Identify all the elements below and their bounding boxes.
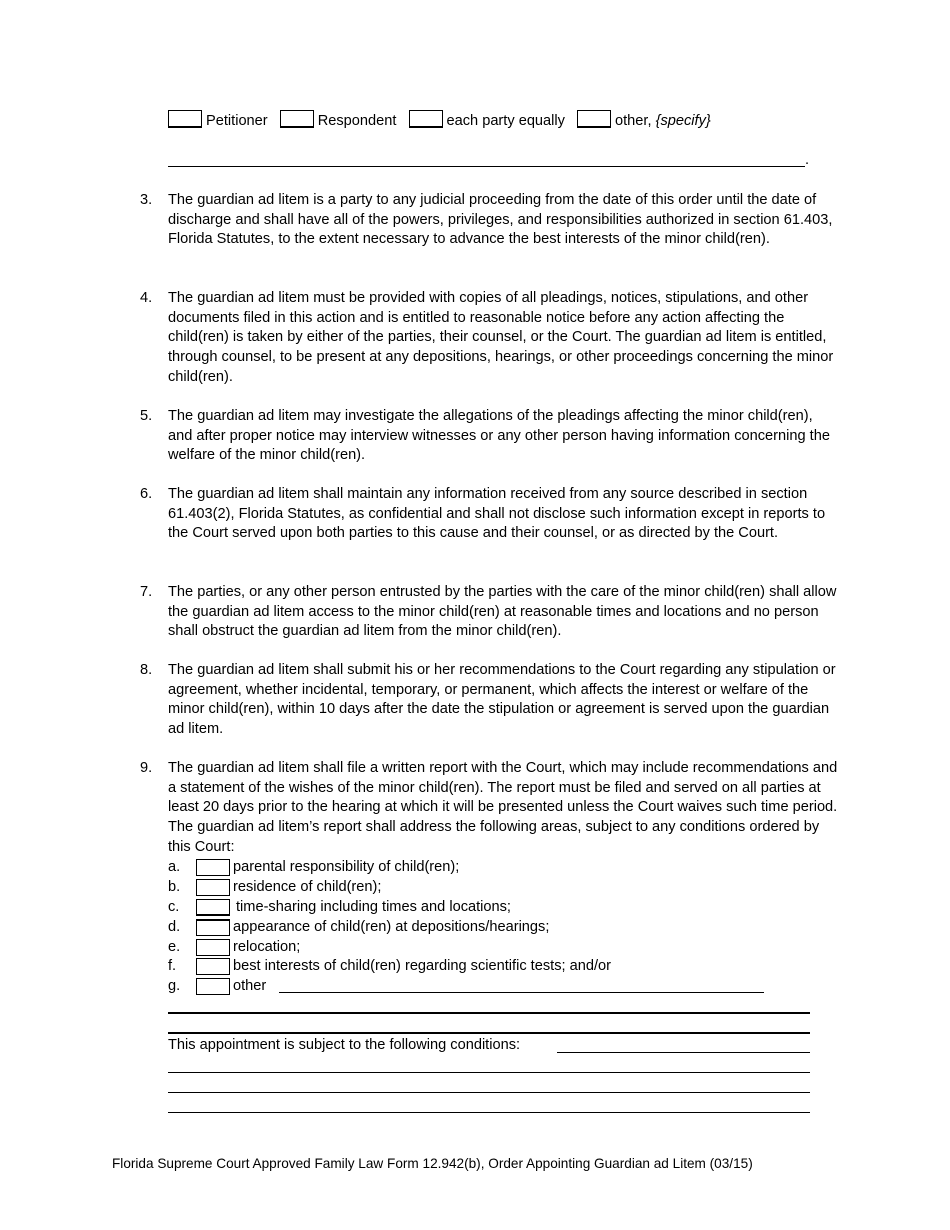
item-number: 3. <box>140 192 153 208</box>
sub-item-letter: b. <box>168 879 181 895</box>
item-number: 9. <box>140 760 153 776</box>
specify-input-line[interactable] <box>168 166 805 167</box>
other-input-line[interactable] <box>279 992 764 993</box>
other-continuation-line[interactable] <box>168 1032 810 1034</box>
sub-item-text: residence of child(ren); <box>233 879 382 895</box>
sub-item-checkbox[interactable] <box>196 879 230 896</box>
sub-item-letter: c. <box>168 899 180 915</box>
sub-item-checkbox[interactable] <box>196 939 230 956</box>
sub-item-letter: f. <box>168 958 177 974</box>
sub-item-checkbox[interactable] <box>196 899 230 916</box>
item-text: The guardian ad litem is a party to any judicial proceeding from the date of this order until the date of discharge and shall have all of the powers, privileges, and responsibilities authorized in section 61.403, Florida Statutes, to the extent necessary to advance the best interests of the minor child(ren). <box>168 192 833 248</box>
petitioner-label: Petitioner <box>206 113 268 129</box>
specify-period: . <box>805 152 810 168</box>
conditions-input-line[interactable] <box>557 1052 810 1053</box>
item-text: The guardian ad litem shall submit his or her recommendations to the Court regarding any stipulation or agreement, whether incidental, temporary, or permanent, which affects the interest or welfare of the minor child(ren), within 10 days after the date the stipulation or agreement is served upon the guardian ad litem. <box>168 662 836 738</box>
sub-item-text: appearance of child(ren) at depositions/hearings; <box>233 919 550 935</box>
item-number: 6. <box>140 486 153 502</box>
payment-options-row <box>168 110 711 129</box>
sub-item-checkbox[interactable] <box>196 978 230 995</box>
petitioner-checkbox[interactable] <box>168 110 202 128</box>
sub-item-checkbox[interactable] <box>196 919 230 936</box>
sub-item-text: best interests of child(ren) regarding scientific tests; and/or <box>233 958 611 974</box>
item-text: The guardian ad litem shall maintain any information received from any source described in section 61.403(2), Florida Statutes, as confidential and shall not disclose such information except in reports to the Court served upon both parties to this cause and their counsel, or as directed by the Court. <box>168 486 826 542</box>
other-continuation-line[interactable] <box>168 1012 810 1014</box>
specify-hint: {specify} <box>655 113 711 129</box>
conditions-line[interactable] <box>168 1112 810 1113</box>
sub-item-text: other <box>233 978 267 994</box>
item-text: The guardian ad litem may investigate the allegations of the pleadings affecting the minor child(ren), and after proper notice may interview witnesses or any other person having information concerning the welfare of the minor child(ren). <box>168 408 830 464</box>
item-text: The guardian ad litem shall file a written report with the Court, which may include recommendations and a statement of the wishes of the minor child(ren). The report must be filed and served on all parties at least 20 days prior to the hearing at which it will be presented unless the Court waives such time period. The guardian ad litem’s report shall address the following areas, subject to any conditions ordered by this Court: <box>168 760 838 855</box>
sub-item-text: time-sharing including times and locations; <box>236 899 511 915</box>
item-text: The parties, or any other person entrusted by the parties with the care of the minor child(ren) shall allow the guardian ad litem access to the minor child(ren) at reasonable times and locations and no person shall obstruct the guardian ad litem from the minor child(ren). <box>168 584 837 640</box>
sub-item-letter: e. <box>168 939 181 955</box>
respondent-label: Respondent <box>317 113 397 129</box>
respondent-checkbox[interactable] <box>280 110 314 128</box>
sub-item-letter: d. <box>168 919 181 935</box>
sub-item-checkbox[interactable] <box>196 859 230 876</box>
conditions-line[interactable] <box>168 1072 810 1073</box>
item-text: The guardian ad litem must be provided with copies of all pleadings, notices, stipulations, and other documents filed in this action and is entitled to reasonable notice before any action affecting the child(ren) is taken by either of the parties, their counsel, or the Court. The guardian ad litem is entitled, through counsel, to be present at any depositions, hearings, or other proceedings concerning the minor child(ren). <box>168 290 834 385</box>
conditions-label: This appointment is subject to the following conditions: <box>168 1037 521 1053</box>
item-number: 5. <box>140 408 153 424</box>
conditions-line[interactable] <box>168 1092 810 1093</box>
item-number: 8. <box>140 662 153 678</box>
sub-item-text: relocation; <box>233 939 301 955</box>
sub-item-letter: a. <box>168 859 181 875</box>
each-party-label: each party equally <box>446 113 565 129</box>
item-number: 4. <box>140 290 153 306</box>
other-label: other, <box>615 113 652 129</box>
each-party-checkbox[interactable] <box>409 110 443 128</box>
item-number: 7. <box>140 584 153 600</box>
sub-item-text: parental responsibility of child(ren); <box>233 859 460 875</box>
sub-item-checkbox[interactable] <box>196 958 230 975</box>
form-footer: Florida Supreme Court Approved Family Law Form 12.942(b), Order Appointing Guardian ad Litem (03/15) <box>112 1156 753 1171</box>
other-checkbox[interactable] <box>577 110 611 128</box>
sub-item-letter: g. <box>168 978 181 994</box>
